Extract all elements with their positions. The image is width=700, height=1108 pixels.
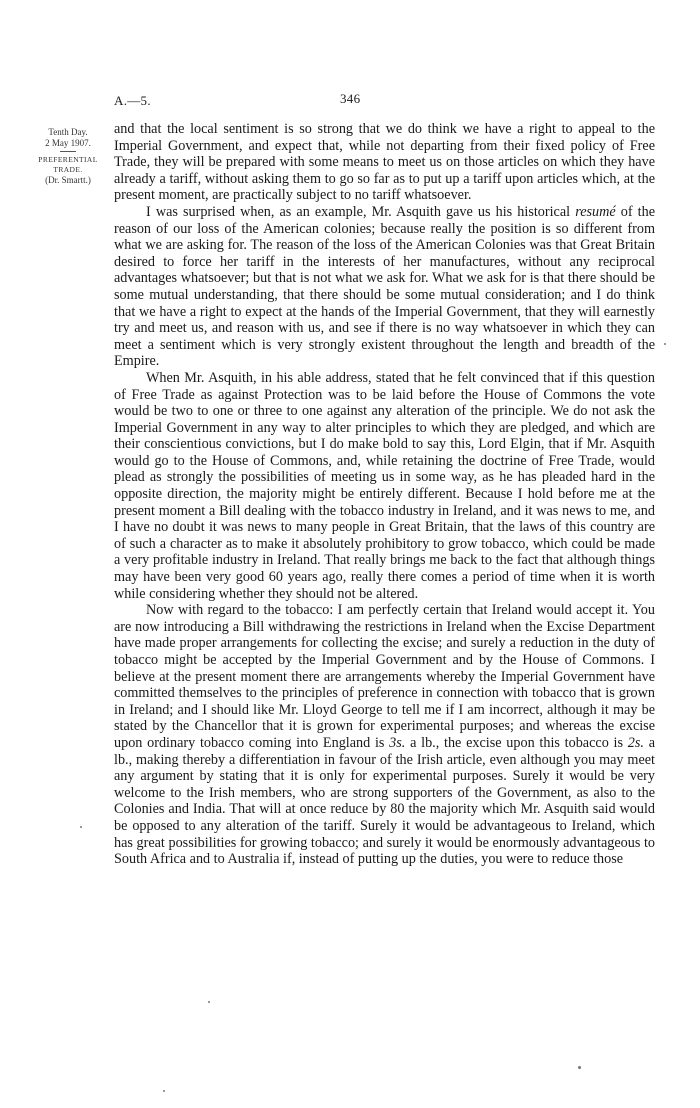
paragraph-3: When Mr. Asquith, in his able address, stated that he felt convinced that if this question of Free Trade as against Protection was to be laid before the House of Commons the vote would be two to one or three to one against any alteration of the principle. We do not ask the Imperial Government in any way to alter principles to which they are pledged, and which are their conscientious convictions, but I do make bold to say this, Lord Elgin, that if Mr. Asquith would go to the House of Commons, and, while retaining the doctrine of Free Trade, would plead as strongly the possibilities of meeting us in some way, as he has pleaded hard in the opposite direction, the majority might be entirely different. Because I hold before me at the present moment a Bill dealing with the tobacco industry in Ireland, and it was news to me, and I have no doubt it was news to many people in Great Britain, that the laws of this country are of such a character as to make it absolutely prohibitory to grow tobacco, which could be made a very profitable industry in Ireland. That really brings me back to the fact that although things may have been very good 60 years ago, really there comes a period of time when it is worth while considering whether they should not be altered.: [114, 369, 655, 602]
margin-divider: [60, 151, 76, 152]
paragraph-4-text-b: a lb., the excise upon this tobacco is: [405, 734, 628, 751]
document-reference: A.—5.: [114, 93, 151, 108]
margin-note: [30, 127, 106, 186]
paragraph-4-italic-2s: 2s.: [627, 734, 644, 751]
margin-speaker: (Dr. Smartt.): [45, 175, 91, 185]
paragraph-2-text-b: of the reason of our loss of the American colonies; because really the position is so different from what we are asking for. The reason of the loss of the American Colonies was that Great Britain desired to force her tariff in the interests of her manufactures, without any reciprocal advantages whatsoever; but that is not what we ask for. What we ask for is that there should be some mutual understanding, that there should be some mutual consideration; and I do think that we have a right to expect at the hands of the Imperial Government, that they will earnestly try and meet us, and reason with us, and see if there is no way whatsoever in which they can meet a sentiment which is very strongly existent throughout the length and breadth of the Empire.: [114, 203, 656, 370]
paragraph-4-text-c: a lb., making thereby a differentiation in favour of the Irish article, even although you may meet any argument by stating that it is only for experimental purposes. Surely it would be very welcome to the Irish members, who are strong supporters of the Government, as also to the Colonies and India. That will at once reduce by 80 the majority which Mr. Asquith said would be opposed to any alteration of the tariff. Surely it would be advantageous to Ireland, which has great possibilities for growing tobacco; and surely it would be enormously advantageous to South Africa and to Australia if, instead of putting up the duties, you were to reduce those: [114, 734, 655, 868]
margin-date: 2 May 1907.: [45, 138, 91, 148]
body-text: [114, 121, 655, 868]
page-number: 346: [340, 91, 361, 106]
margin-topic-line2: TRADE.: [53, 165, 83, 174]
paragraph-2-text-a: I was surprised when, as an example, Mr. Asquith gave us his historical: [146, 203, 576, 220]
paragraph-1: and that the local sentiment is so strong that we do think we have a right to appeal to the Imperial Government, and expect that, while not departing from their fixed policy of Free Trade, they will be prepared with some means to meet us on those articles on which they have already a tariff, without asking them to go so far as to put up a tariff upon articles which, at the present moment, are practically subject to no tariff whatsoever.: [114, 121, 655, 204]
scan-speck: [578, 1066, 581, 1069]
paragraph-2: [114, 204, 655, 370]
scan-speck: [208, 1001, 210, 1003]
paragraph-4: [114, 602, 655, 868]
margin-topic-line1: PREFERENTIAL: [38, 155, 98, 164]
margin-day: Tenth Day.: [48, 127, 88, 137]
paragraph-4-italic-3s: 3s.: [389, 734, 406, 751]
scan-speck: [80, 826, 82, 828]
paragraph-4-text-a: Now with regard to the tobacco: I am perfectly certain that Ireland would accept it. You are now introducing a Bill withdrawing the restrictions in Ireland when the Excise Department have made proper arrangements for collecting the excise; and surely a reduction in the duty of tobacco might be accepted by the Imperial Government and by the House of Commons. I believe at the present moment there are arrangements whereby the Imperial Government have committed themselves to the principles of preference in connection with tobacco that is grown in Ireland; and I should like Mr. Lloyd George to tell me if I am incorrect, although it may be stated by the Chancellor that it is grown for experimental purposes; and whereas the excise upon ordinary tobacco coming into England is: [114, 602, 655, 751]
scan-speck: [664, 343, 666, 345]
paragraph-2-italic-resume: resumé: [575, 203, 616, 220]
scan-speck: [163, 1090, 165, 1092]
